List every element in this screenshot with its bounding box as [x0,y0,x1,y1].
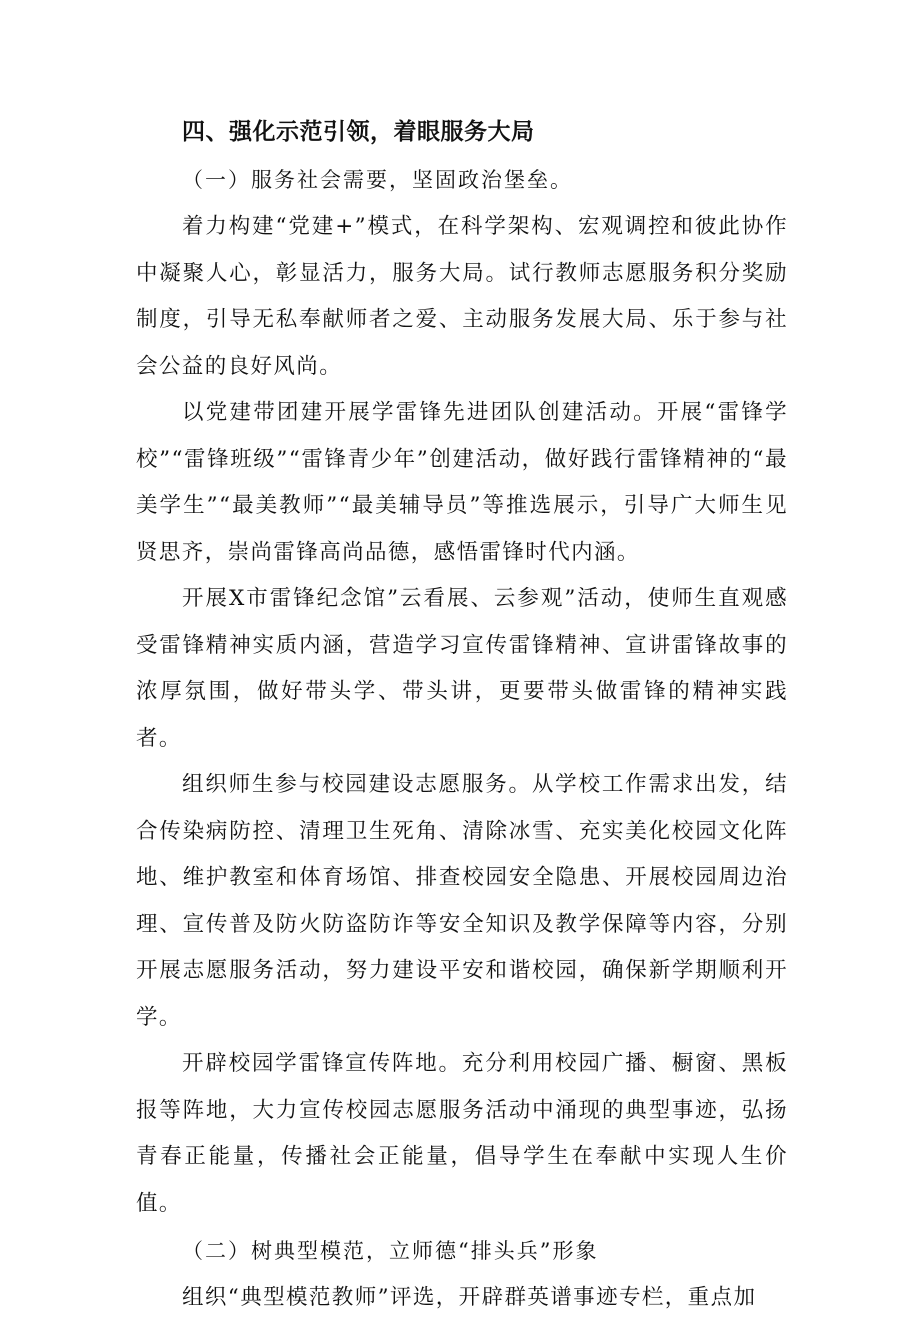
paragraph-campus-volunteer: 组织师生参与校园建设志愿服务。从学校工作需求出发，结合传染病防控、清理卫生死角、清除冰雪、充实美化校园文化阵地、维护教室和体育场馆、排查校园安全隐患、开展校园周边治理、宣传普及防火防盗防诈等安全知识及教学保障等内容，分别开展志愿服务活动，努力建设平安和谐校园，确保新学期顺利开学。 [136,772,788,1030]
subsection-title-2: （二）树典型模范，立师德“排头兵”形象 [182,1239,599,1263]
paragraph-leifeng-team: 以党建带团建开展学雷锋先进团队创建活动。开展“雷锋学校”“雷锋班级”“雷锋青少年”创建活动，做好践行雷锋精神的“最美学生”“最美教师”“最美辅导员”等推选展示，引导广大师生见贤思齐，崇尚雷锋高尚品德，感悟雷锋时代内涵。 [136,400,788,565]
paragraph-model-teacher: 组织“典型模范教师”评选，开辟群英谱事迹专栏，重点加 [182,1285,757,1310]
document-body [136,108,788,1322]
paragraph-party-building: 着力构建“党建+”模式，在科学架构、宏观调控和彼此协作中凝聚人心，彰显活力，服务大局。试行教师志愿服务积分奖励制度，引导无私奉献师者之爱、主动服务发展大局、乐于参与社会公益的良好风尚。 [136,214,788,379]
paragraph-campus-publicity: 开辟校园学雷锋宣传阵地。充分利用校园广播、橱窗、黑板报等阵地，大力宣传校园志愿服务活动中涌现的典型事迹，弘扬青春正能量，传播社会正能量，倡导学生在奉献中实现人生价值。 [136,1051,788,1216]
section-heading: 四、强化示范引领，着眼服务大局 [182,119,535,145]
paragraph-memorial-hall: 开展X市雷锋纪念馆”云看展、云参观”活动，使师生直观感受雷锋精神实质内涵，营造学习宣传雷锋精神、宣讲雷锋故事的浓厚氛围，做好带头学、带头讲，更要带头做雷锋的精神实践者。 [136,586,788,751]
subsection-title-1: （一）服务社会需要，坚固政治堡垒。 [182,168,573,192]
